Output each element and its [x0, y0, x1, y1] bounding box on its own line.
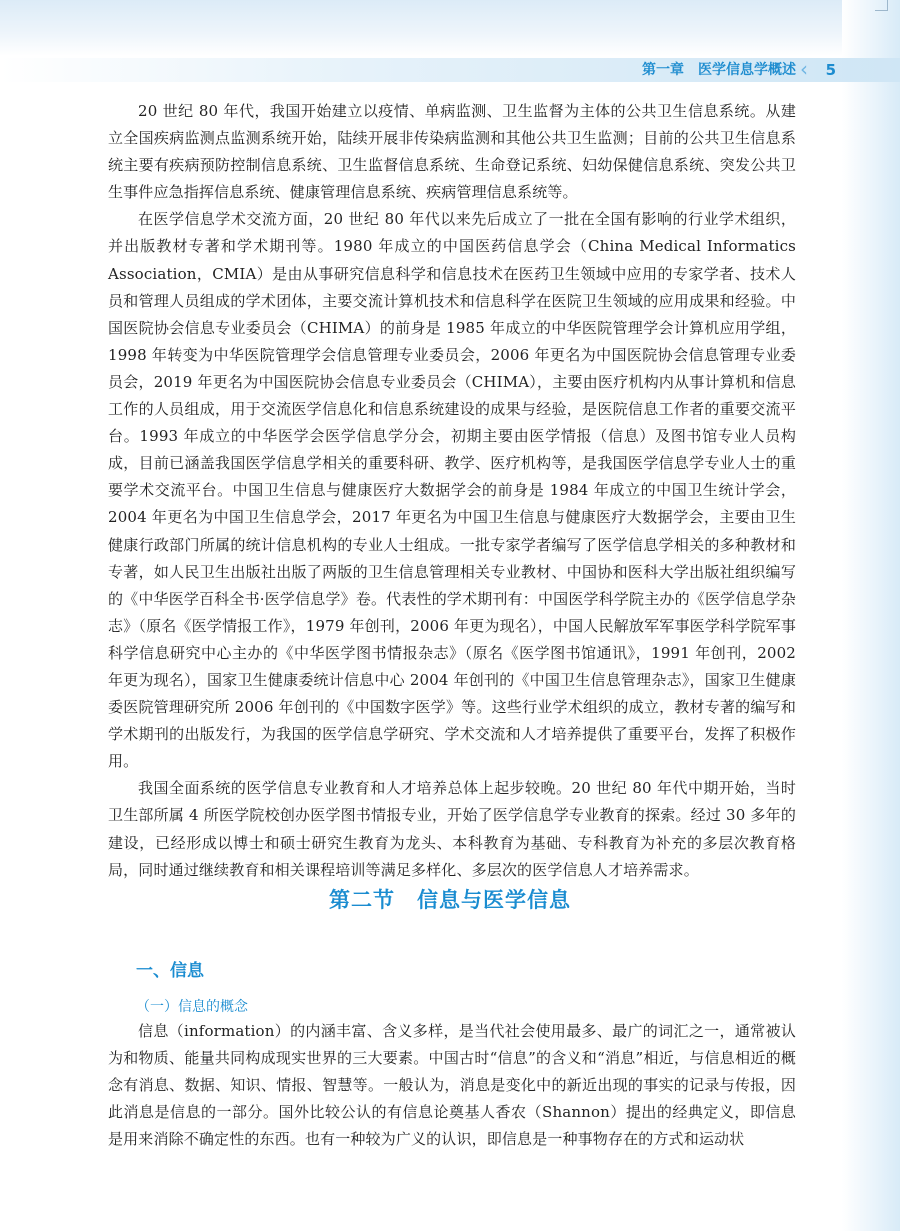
chevron-right-icon: ‹ — [800, 57, 808, 81]
subsection-heading: 一、信息 — [136, 961, 204, 981]
paragraph-public-health: 20 世纪 80 年代，我国开始建立以疫情、单病监测、卫生监督为主体的公共卫生信息系统。从建立全国疾病监测点监测系统开始，陆续开展非传染病监测和其他公共卫生监测；目前的公共卫生信息系统主要有疾病预防控制信息系统、卫生监督信息系统、生命登记系统、妇幼保健信息系统、突发公共卫生事件应急指挥信息系统、健康管理信息系统、疾病管理信息系统等。 — [108, 102, 796, 202]
top-gradient-bar — [0, 0, 900, 56]
paragraph-information-concept: 信息（information）的内涵丰富、含义多样，是当代社会使用最多、最广的词汇之一，通常被认为和物质、能量共同构成现实世界的三大要素。中国古时“信息”的含义和“消息”相近，与信息相近的概念有消息、数据、知识、情报、智慧等。一般认为，消息是变化中的新近出现的事实的记录与传报，因此消息是信息的一部分。国外比较公认的有信息论奠基人香农（Shannon）提出的经典定义，即信息是用来消除不确定性的东西。也有一种较为广义的认识，即信息是一种事物存在的方式和运动状 — [108, 1022, 796, 1149]
body-text — [108, 98, 796, 884]
right-margin-band — [842, 0, 900, 1231]
page-number: 5 — [825, 61, 836, 79]
running-header-chapter: 第一章 医学信息学概述 — [642, 62, 796, 78]
subsubsection-heading: （一）信息的概念 — [136, 999, 248, 1015]
paragraph-academic-exchange: 在医学信息学术交流方面，20 世纪 80 年代以来先后成立了一批在全国有影响的行业学术组织，并出版教材专著和学术期刊等。1980 年成立的中国医药信息学会（China Medical Informatics Association，CMIA）是由从事研究信息科学和信息技术在医药卫生领域中应用的专家学者、技术人员和管理人员组成的学术团体，主要交流计算机技术和信息科学在医院卫生领域的应用成果和经验。中国医院协会信息专业委员会（CHIMA）的前身是 1985 年成立的中华医院管理学会计算机应用学组，1998 年转变为中华医院管理学会信息管理专业委员会，2006 年更名为中国医院协会信息管理专业委员会，2019 年更名为中国医院协会信息专业委员会（CHIMA），主要由医疗机构内从事计算机和信息工作的人员组成，用于交流医学信息化和信息系统建设的成果与经验，是医院信息工作者的重要交流平台。1993 年成立的中华医学会医学信息学分会，初期主要由医学情报（信息）及图书馆专业人员构成，目前已涵盖我国医学信息学相关的重要科研、教学、医疗机构等，是我国医学信息学专业人士的重要学术交流平台。中国卫生信息与健康医疗大数据学会的前身是 1984 年成立的中国卫生统计学会，2004 年更名为中国卫生信息学会，2017 年更名为中国卫生信息与健康医疗大数据学会，主要由卫生健康行政部门所属的统计信息机构的专业人士组成。一批专家学者编写了医学信息学相关的多种教材和专著，如人民卫生出版社出版了两版的卫生信息管理相关专业教材、中国协和医科大学出版社组织编写的《中华医学百科全书·医学信息学》卷。代表性的学术期刊有：中国医学科学院主办的《医学信息学杂志》（原名《医学情报工作》，1979 年创刊，2006 年更为现名），中国人民解放军军事医学科学院军事科学信息研究中心主办的《中华医学图书情报杂志》（原名《医学图书馆通讯》，1991 年创刊，2002 年更为现名），国家卫生健康委统计信息中心 2004 年创刊的《中国卫生信息管理杂志》，国家卫生健康委医院管理研究所 2006 年创刊的《中国数字医学》等。这些行业学术组织的成立，教材专著的编写和学术期刊的出版发行，为我国的医学信息学研究、学术交流和人才培养提供了重要平台，发挥了积极作用。 — [108, 210, 796, 771]
section-body — [108, 1018, 796, 1153]
section-title: 第二节 信息与医学信息 — [329, 888, 571, 912]
paragraph-education: 我国全面系统的医学信息专业教育和人才培养总体上起步较晚。20 世纪 80 年代中期开始，当时卫生部所属 4 所医学院校创办医学图书情报专业，开始了医学信息学专业教育的探索。经过 30 多年的建设，已经形成以博士和硕士研究生教育为龙头、本科教育为基础、专科教育为补充的多层次教育格局，同时通过继续教育和相关课程培训等满足多样化、多层次的医学信息人才培养需求。 — [108, 779, 796, 879]
crop-mark — [875, 0, 888, 11]
